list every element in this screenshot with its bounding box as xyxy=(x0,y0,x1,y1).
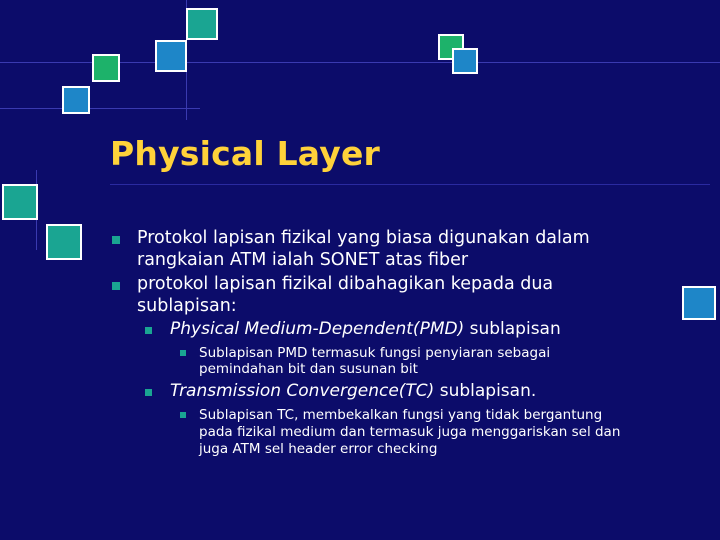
sub-bullet-marker xyxy=(145,389,152,396)
decor-square xyxy=(46,224,82,260)
decor-square xyxy=(452,48,478,74)
detail-text: Sublapisan PMD termasuk fungsi penyiaran sebagai xyxy=(199,345,551,361)
sub-bullet-normal: sublapisan. xyxy=(434,381,537,401)
slide-title: Physical Layer xyxy=(110,134,381,173)
decor-square xyxy=(2,184,38,220)
detail-text: Sublapisan TC, membekalkan fungsi yang tidak bergantung xyxy=(199,407,603,423)
bullet-text: protokol lapisan fizikal dibahagikan kepada dua xyxy=(137,274,554,294)
sub-bullet-normal: sublapisan xyxy=(464,319,561,339)
decor-square xyxy=(682,286,716,320)
bullet-marker xyxy=(112,236,120,244)
sub-bullet-text xyxy=(170,319,561,340)
decor-square xyxy=(155,40,187,72)
sub-bullet-text xyxy=(170,381,536,402)
decor-square xyxy=(92,54,120,82)
decor-line xyxy=(0,108,200,109)
sub-bullet-italic: Physical Medium-Dependent(PMD) xyxy=(170,319,465,339)
decor-square xyxy=(62,86,90,114)
sub-bullet-italic: Transmission Convergence(TC) xyxy=(170,381,435,401)
bullet-text: Protokol lapisan fizikal yang biasa digunakan dalam xyxy=(137,228,590,248)
detail-bullet-marker xyxy=(180,350,186,356)
bullet-text: rangkaian ATM ialah SONET atas fiber xyxy=(137,250,469,270)
detail-bullet-marker xyxy=(180,412,186,418)
bullet-text: sublapisan: xyxy=(137,296,237,316)
sub-bullet-marker xyxy=(145,327,152,334)
detail-text: pemindahan bit dan susunan bit xyxy=(199,361,418,377)
title-rule xyxy=(110,184,710,185)
bullet-marker xyxy=(112,282,120,290)
detail-text: pada fizikal medium dan termasuk juga menggariskan sel dan xyxy=(199,424,621,440)
decor-square xyxy=(186,8,218,40)
detail-text: juga ATM sel header error checking xyxy=(199,441,438,457)
